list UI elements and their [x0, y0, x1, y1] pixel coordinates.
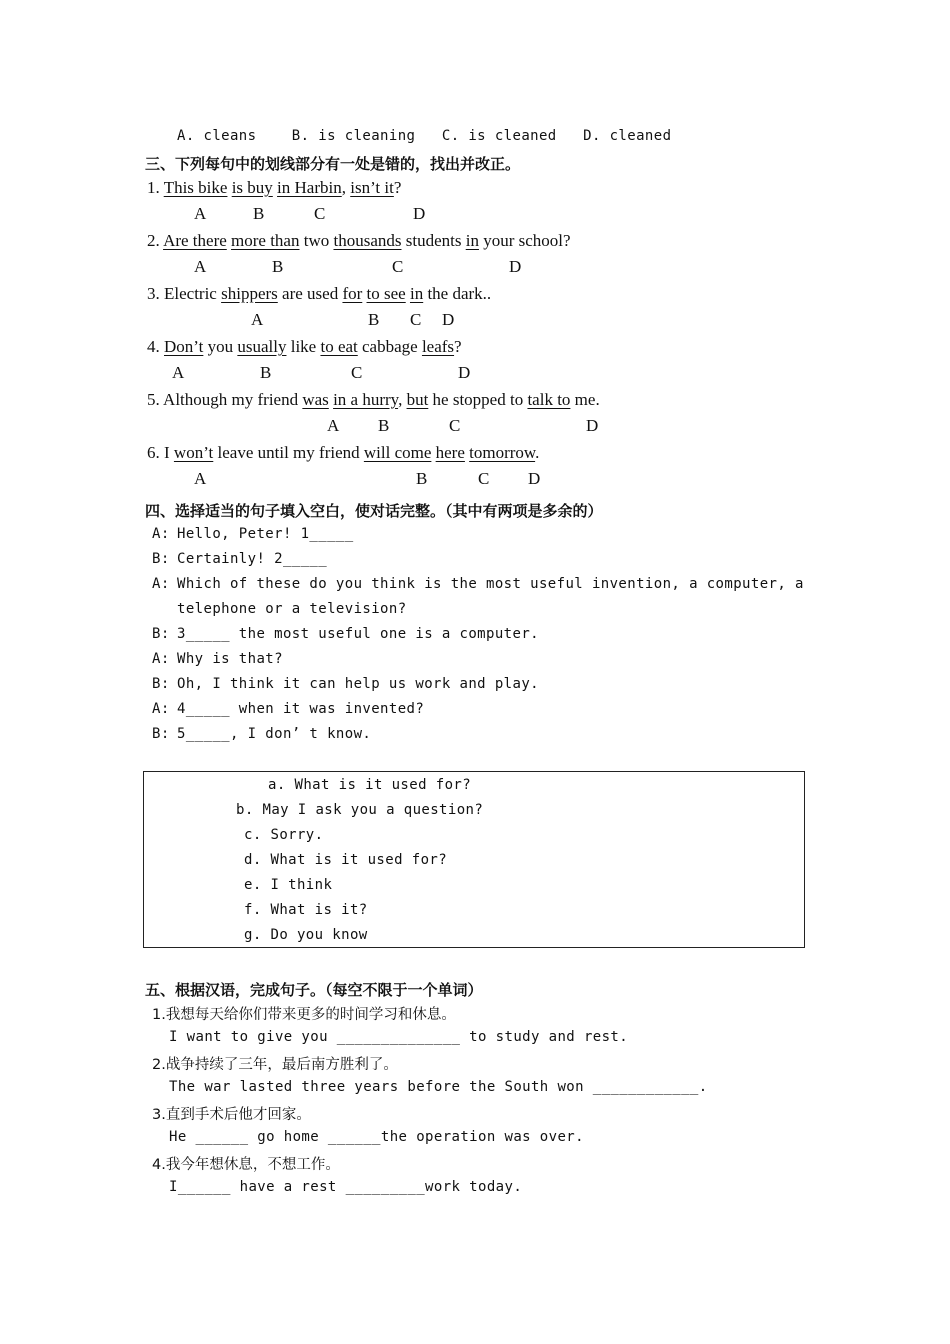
- english-fill-line: I______ have a rest _________work today.: [169, 1179, 523, 1195]
- dialogue-line: Hello, Peter! 1_____: [177, 526, 354, 542]
- dialogue-speaker: B:: [152, 676, 170, 692]
- answer-letter: B: [368, 310, 380, 329]
- sentence-text: 6. I: [147, 443, 174, 462]
- answer-letter: A: [251, 310, 264, 329]
- answer-letter: A: [172, 363, 185, 382]
- option-item: f. What is it?: [244, 902, 368, 918]
- option-item: c. Sorry.: [244, 827, 324, 843]
- option-item: a. What is it used for?: [268, 777, 472, 793]
- section4-heading: 四、选择适当的句子填入空白，使对话完整。（其中有两项是多余的）: [145, 502, 603, 520]
- answer-letter: B: [260, 363, 272, 382]
- underlined-part: was: [302, 390, 329, 409]
- underlined-part: is buy: [231, 178, 273, 197]
- sentence-text: ,: [341, 178, 351, 197]
- answer-letter: D: [528, 469, 541, 488]
- underlined-part: tomorrow: [469, 443, 536, 462]
- sentence-text: your school?: [478, 231, 571, 250]
- chinese-prompt: 1.我想每天给你们带来更多的时间学习和休息。: [152, 1007, 456, 1023]
- sentence-text: ,: [398, 390, 407, 409]
- dialogue-speaker: A:: [152, 651, 170, 667]
- answer-letter: C: [392, 257, 404, 276]
- dialogue-line: Why is that?: [177, 651, 283, 667]
- sentence-text: 1.: [147, 178, 164, 197]
- option-item: g. Do you know: [244, 927, 368, 943]
- option-item: b. May I ask you a question?: [236, 802, 484, 818]
- answer-letter: D: [586, 416, 599, 435]
- dialogue-line: 5_____, I don’ t know.: [177, 726, 372, 742]
- question-4-sentence: [147, 337, 462, 357]
- underlined-part: shippers: [221, 284, 278, 303]
- dialogue-line: telephone or a television?: [177, 601, 407, 617]
- underlined-part: thousands: [333, 231, 402, 250]
- sentence-text: me.: [570, 390, 600, 409]
- underlined-part: in a hurry: [333, 390, 399, 409]
- previous-question-options: A. cleans B. is cleaning C. is cleaned D. cleaned: [177, 128, 672, 144]
- sentence-text: you: [203, 337, 238, 356]
- answer-letter: C: [449, 416, 461, 435]
- question-3-sentence: [147, 284, 491, 304]
- underlined-part: Are there: [163, 231, 227, 250]
- sentence-text: two: [299, 231, 334, 250]
- answer-letter: C: [410, 310, 422, 329]
- question-5-sentence: [147, 390, 600, 410]
- dialogue-line: 4_____ when it was invented?: [177, 701, 425, 717]
- section3-heading: 三、下列每句中的划线部分有一处是错的，找出并改正。: [145, 155, 521, 173]
- chinese-prompt: 4.我今年想休息，不想工作。: [152, 1157, 340, 1173]
- english-fill-line: The war lasted three years before the South won ____________.: [169, 1079, 708, 1095]
- underlined-part: Don’t: [164, 337, 204, 356]
- underlined-part: for: [342, 284, 363, 303]
- answer-letter: D: [442, 310, 455, 329]
- sentence-text: ?: [454, 337, 462, 356]
- answer-letter: C: [478, 469, 490, 488]
- sentence-text: .: [535, 443, 540, 462]
- answer-letter: A: [194, 469, 207, 488]
- sentence-text: 4.: [147, 337, 164, 356]
- underlined-part: talk to: [527, 390, 571, 409]
- underlined-part: in Harbin: [277, 178, 342, 197]
- sentence-text: 2.: [147, 231, 164, 250]
- question-1-sentence: [147, 178, 401, 198]
- sentence-text: the dark..: [423, 284, 492, 303]
- answer-letter: D: [458, 363, 471, 382]
- answer-letter: B: [272, 257, 284, 276]
- underlined-part: more than: [231, 231, 300, 250]
- answer-letter: C: [314, 204, 326, 223]
- answer-letter: D: [413, 204, 426, 223]
- answer-letter: A: [194, 257, 207, 276]
- answer-letter: C: [351, 363, 363, 382]
- option-item: e. I think: [244, 877, 333, 893]
- dialogue-speaker: B:: [152, 626, 170, 642]
- underlined-part: won’t: [173, 443, 214, 462]
- underlined-part: will come: [363, 443, 432, 462]
- chinese-prompt: 3.直到手术后他才回家。: [152, 1107, 311, 1123]
- underlined-part: in: [465, 231, 479, 250]
- dialogue-line: Which of these do you think is the most useful invention, a computer, a: [177, 576, 804, 592]
- question-2-sentence: [147, 231, 571, 251]
- dialogue-line: 3_____ the most useful one is a computer.: [177, 626, 539, 642]
- sentence-text: like: [286, 337, 321, 356]
- dialogue-line: Oh, I think it can help us work and play.: [177, 676, 539, 692]
- dialogue-speaker: A:: [152, 576, 170, 592]
- sentence-text: he stopped to: [428, 390, 528, 409]
- sentence-text: ?: [393, 178, 402, 197]
- dialogue-speaker: B:: [152, 551, 170, 567]
- section5-heading: 五、根据汉语，完成句子。（每空不限于一个单词）: [145, 981, 483, 999]
- answer-letter: B: [378, 416, 390, 435]
- underlined-part: here: [435, 443, 465, 462]
- underlined-part: to see: [366, 284, 406, 303]
- underlined-part: to eat: [320, 337, 358, 356]
- answer-letter: A: [327, 416, 340, 435]
- sentence-text: students: [401, 231, 466, 250]
- answer-letter: A: [194, 204, 207, 223]
- sentence-text: leave until my friend: [213, 443, 364, 462]
- underlined-part: in: [409, 284, 424, 303]
- underlined-part: This bike: [163, 178, 228, 197]
- sentence-text: cabbage: [357, 337, 422, 356]
- english-fill-line: I want to give you ______________ to study and rest.: [169, 1029, 629, 1045]
- option-item: d. What is it used for?: [244, 852, 448, 868]
- sentence-text: 3. Electric: [147, 284, 222, 303]
- underlined-part: usually: [237, 337, 287, 356]
- question-6-sentence: [147, 443, 539, 463]
- underlined-part: but: [406, 390, 429, 409]
- sentence-text: 5. Although my friend: [147, 390, 303, 409]
- options-box: [143, 771, 805, 948]
- dialogue-speaker: B:: [152, 726, 170, 742]
- dialogue-line: Certainly! 2_____: [177, 551, 328, 567]
- underlined-part: leafs: [421, 337, 455, 356]
- chinese-prompt: 2.战争持续了三年，最后南方胜利了。: [152, 1057, 398, 1073]
- sentence-text: are used: [277, 284, 343, 303]
- answer-letter: B: [416, 469, 428, 488]
- dialogue-speaker: A:: [152, 526, 170, 542]
- english-fill-line: He ______ go home ______the operation was over.: [169, 1129, 584, 1145]
- answer-letter: D: [509, 257, 522, 276]
- dialogue-speaker: A:: [152, 701, 170, 717]
- underlined-part: isn’t it: [350, 178, 394, 197]
- answer-letter: B: [253, 204, 265, 223]
